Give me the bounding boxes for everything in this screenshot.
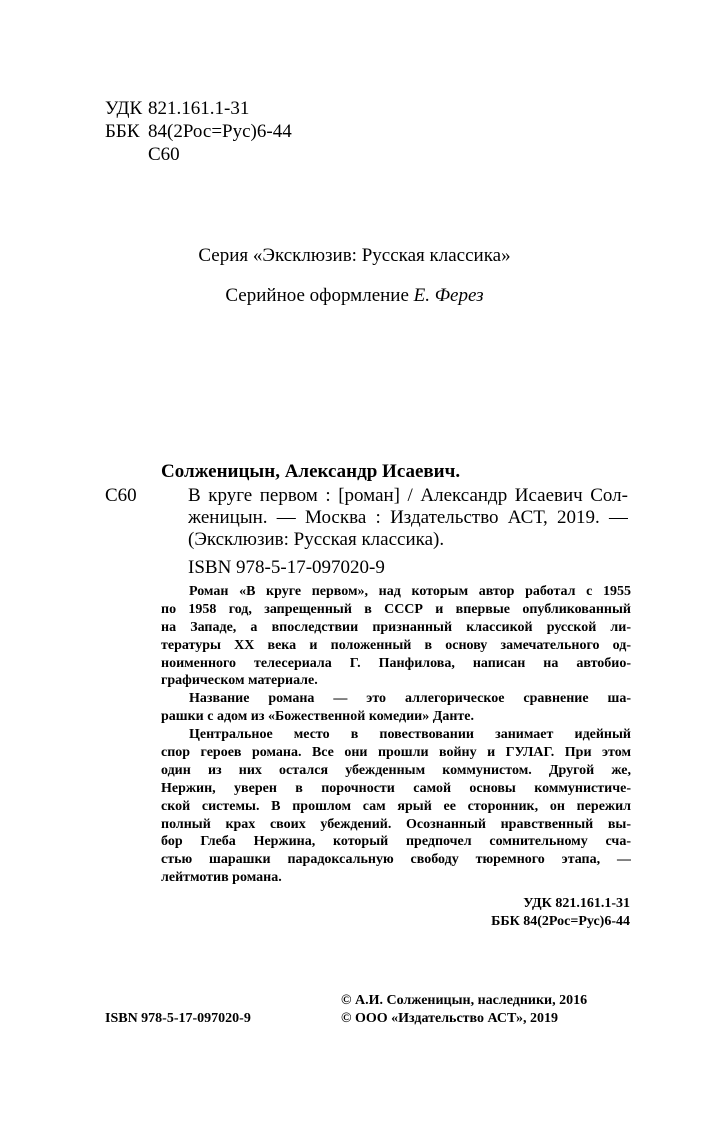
abstract-line: бор Глеба Нержина, который предпочел сомнительному сча-	[161, 834, 631, 850]
footer-isbn: ISBN 978-5-17-097020-9	[105, 1011, 251, 1026]
design-author: Е. Ферез	[413, 285, 484, 306]
bbk-value: 84(2Рос=Рус)6-44	[148, 121, 292, 142]
card-body	[188, 485, 628, 551]
card-line: В круге первом : [роман] / Александр Исаевич Сол-	[188, 485, 628, 506]
abstract-line: тературы XX века и положенный в основу замечательного од-	[161, 637, 631, 653]
abstract	[161, 583, 631, 887]
abstract-line: по 1958 год, запрещенный в СССР и впервые опубликованный	[161, 601, 631, 617]
abstract-line: спор героев романа. Все они прошли войну и ГУЛАГ. При этом	[161, 745, 631, 761]
udk-line	[105, 98, 249, 120]
card-isbn: ISBN 978-5-17-097020-9	[188, 557, 385, 578]
design-label: Серийное оформление	[225, 285, 409, 306]
udk-value: 821.161.1-31	[148, 98, 250, 119]
udk-label: УДК	[105, 98, 143, 119]
copyright-author: © А.И. Солженицын, наследники, 2016	[341, 993, 588, 1008]
bottom-codes	[491, 895, 630, 931]
card-author-heading: Солженицын, Александр Исаевич.	[161, 461, 461, 482]
bbk-line	[105, 121, 292, 143]
bbk-label: ББК	[105, 121, 140, 142]
abstract-line: Роман «В круге первом», над которым автор работал с 1955	[189, 584, 631, 599]
abstract-line: ской системы. В прошлом сам ярый ее сторонник, он пережил	[161, 798, 631, 814]
abstract-line: на Западе, а впоследствии признанный классикой русской ли-	[161, 619, 631, 635]
abstract-line: графическом материале.	[161, 673, 318, 689]
series-line: Серия «Эксклюзив: Русская классика»	[198, 245, 511, 266]
abstract-line: Название романа — это аллегорическое сравнение ша-	[189, 691, 631, 707]
abstract-line: один из них остался убежденным коммунистом. Другой же,	[161, 762, 631, 778]
author-mark-top: С60	[148, 144, 180, 165]
abstract-line: стью шарашки парадоксальную свободу тюремного этапа, —	[161, 852, 631, 868]
card-author-mark: С60	[105, 485, 137, 506]
abstract-line: ноименного телесериала Г. Панфилова, написан на автобио-	[161, 655, 631, 671]
card-line: (Эксклюзив: Русская классика).	[188, 529, 445, 550]
bottom-bbk: ББК 84(2Рос=Рус)6-44	[491, 914, 630, 929]
design-credit	[0, 285, 709, 307]
card-line: женицын. — Москва : Издательство АСТ, 2019. —	[188, 507, 628, 528]
bottom-udk: УДК 821.161.1-31	[523, 896, 630, 911]
abstract-line: лейтмотив романа.	[161, 870, 282, 886]
abstract-line: Центральное место в повествовании занимает идейный	[189, 727, 631, 743]
abstract-line: рашки с адом из «Божественной комедии» Данте.	[161, 709, 475, 725]
copyright-publisher: © ООО «Издательство АСТ», 2019	[341, 1011, 559, 1026]
abstract-line: полный крах своих убеждений. Осознанный нравственный вы-	[161, 816, 631, 832]
abstract-line: Нержин, уверен в порочности самой основы коммунистиче-	[161, 780, 631, 796]
